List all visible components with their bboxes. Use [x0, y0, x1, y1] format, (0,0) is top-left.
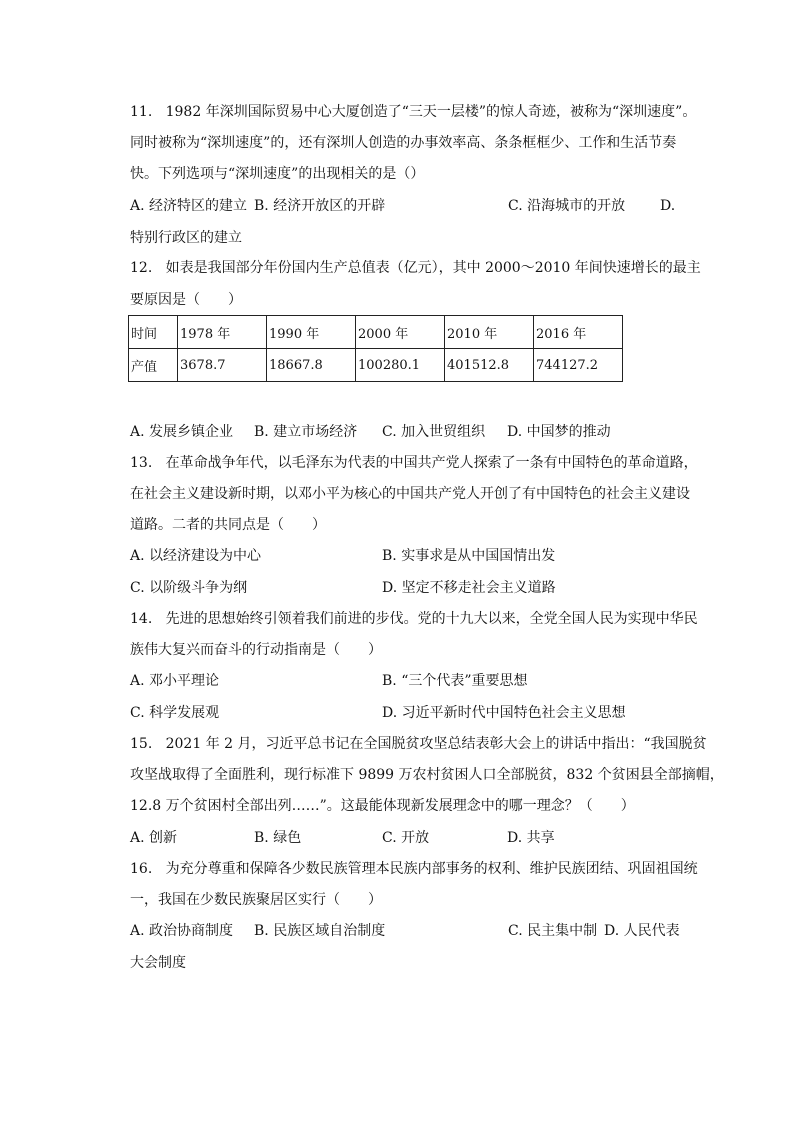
table-cell: 744127.2	[534, 349, 623, 382]
table-row	[129, 349, 623, 382]
q16-line-2: 一，我国在少数民族聚居区实行（ ）	[130, 892, 382, 908]
table-cell: 100280.1	[356, 349, 445, 382]
q11-option-d-wrap: 特别行政区的建立	[130, 230, 242, 246]
q11-option-c[interactable]: C. 沿海城市的开放	[508, 198, 626, 214]
table-cell: 2000 年	[356, 316, 445, 349]
q15-line-2: 攻坚战取得了全面胜利，现行标准下 9899 万农村贫困人口全部脱贫，832 个贫困县全部摘帽，	[130, 767, 724, 783]
table-cell: 1990 年	[267, 316, 356, 349]
q15-option-c[interactable]: C. 开放	[382, 830, 430, 846]
table-row	[129, 316, 623, 349]
q13-option-c[interactable]: C. 以阶级斗争为纲	[130, 580, 248, 596]
q15-line-1: 15. 2021 年 2 月，习近平总书记在全国脱贫攻坚总结表彰大会上的讲话中指出：“我国脱贫	[130, 736, 707, 752]
q12-option-a[interactable]: A. 发展乡镇企业	[130, 424, 234, 440]
table-cell: 2016 年	[534, 316, 623, 349]
q14-option-b[interactable]: B. “三个代表”重要思想	[382, 673, 528, 689]
table-cell: 产值	[129, 349, 178, 382]
q12-option-c[interactable]: C. 加入世贸组织	[382, 424, 486, 440]
q13-line-1: 13. 在革命战争年代，以毛泽东为代表的中国共产党人探索了一条有中国特色的革命道路，	[130, 455, 698, 471]
q14-line-2: 族伟大复兴而奋斗的行动指南是（ ）	[130, 642, 382, 658]
table-cell: 401512.8	[445, 349, 534, 382]
table-cell: 3678.7	[178, 349, 267, 382]
q11-option-a[interactable]: A. 经济特区的建立	[130, 198, 248, 214]
q16-line-1: 16. 为充分尊重和保障各少数民族管理本民族内部事务的权利、维护民族团结、巩固祖国统	[130, 861, 698, 877]
q14-option-c[interactable]: C. 科学发展观	[130, 705, 220, 721]
q12-option-b[interactable]: B. 建立市场经济	[254, 424, 358, 440]
q11-line-1: 11. 1982 年深圳国际贸易中心大厦创造了“三天一层楼”的惊人奇迹，被称为“深圳速度”。	[130, 104, 697, 120]
table-cell: 时间	[129, 316, 178, 349]
q16-option-d[interactable]: D. 人民代表	[604, 923, 680, 939]
q15-option-a[interactable]: A. 创新	[130, 830, 178, 846]
q11-option-d[interactable]: D.	[660, 198, 676, 214]
q15-line-3: 12.8 万个贫困村全部出列……”。这最能体现新发展理念中的哪一理念？（ ）	[130, 798, 635, 814]
q13-option-b[interactable]: B. 实事求是从中国国情出发	[382, 548, 556, 564]
q15-option-d[interactable]: D. 共享	[507, 830, 555, 846]
q13-option-a[interactable]: A. 以经济建设为中心	[130, 548, 262, 564]
q13-option-d[interactable]: D. 坚定不移走社会主义道路	[382, 580, 556, 596]
q15-option-b[interactable]: B. 绿色	[254, 830, 302, 846]
q12-line-1: 12. 如表是我国部分年份国内生产总值表（亿元），其中 2000～2010 年间快速增长的最主	[130, 260, 701, 276]
q11-line-3: 快。下列选项与“深圳速度”的出现相关的是（）	[130, 166, 425, 182]
q16-option-c[interactable]: C. 民主集中制	[508, 923, 598, 939]
q14-option-a[interactable]: A. 邓小平理论	[130, 673, 220, 689]
gdp-table	[128, 315, 623, 382]
q12-line-2: 要原因是（ ）	[130, 292, 242, 308]
q13-line-2: 在社会主义建设新时期，以邓小平为核心的中国共产党人开创了有中国特色的社会主义建设	[130, 486, 690, 502]
q11-option-b[interactable]: B. 经济开放区的开辟	[254, 198, 386, 214]
table-cell: 1978 年	[178, 316, 267, 349]
table-cell: 2010 年	[445, 316, 534, 349]
table-cell: 18667.8	[267, 349, 356, 382]
q16-option-a[interactable]: A. 政治协商制度	[130, 923, 234, 939]
q14-line-1: 14. 先进的思想始终引领着我们前进的步伐。党的十九大以来，全党全国人民为实现中华民	[130, 611, 698, 627]
q16-option-d-wrap: 大会制度	[130, 955, 186, 971]
q13-line-3: 道路。二者的共同点是（ ）	[130, 517, 326, 533]
q16-option-b[interactable]: B. 民族区域自治制度	[254, 923, 386, 939]
q14-option-d[interactable]: D. 习近平新时代中国特色社会主义思想	[382, 705, 626, 721]
q12-option-d[interactable]: D. 中国梦的推动	[507, 424, 611, 440]
q11-line-2: 同时被称为“深圳速度”的，还有深圳人创造的办事效率高、条条框框少、工作和生活节奏	[130, 135, 677, 151]
